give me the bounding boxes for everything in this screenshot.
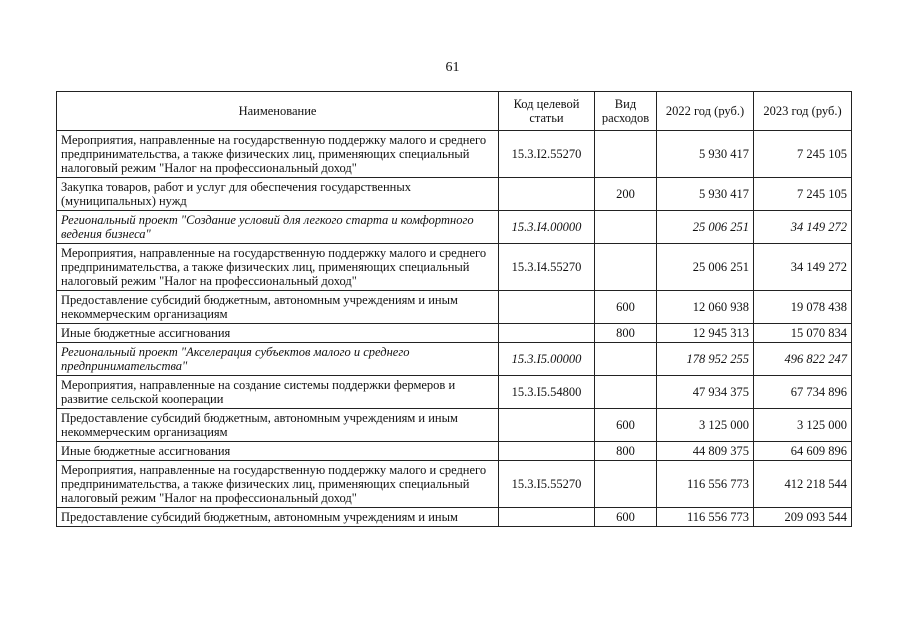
row-name-cell: Предоставление субсидий бюджетным, автономным учреждениям и иным некоммерческим организациям [57,409,499,442]
row-type-cell [595,211,657,244]
row-code-cell [499,508,595,527]
header-2022: 2022 год (руб.) [657,92,754,131]
row-name-cell: Мероприятия, направленные на государственную поддержку малого и среднего предпринимательства, а также физических лиц, применяющих специальный налоговый режим "Налог на профессиональный доход" [57,461,499,508]
row-2023-cell: 19 078 438 [754,291,852,324]
row-code-cell: 15.3.I5.00000 [499,343,595,376]
row-2022-cell: 178 952 255 [657,343,754,376]
table-row [57,508,852,527]
row-name-cell: Мероприятия, направленные на государственную поддержку малого и среднего предпринимательства, а также физических лиц, применяющих специальный налоговый режим "Налог на профессиональный доход" [57,131,499,178]
table-row [57,178,852,211]
row-2022-cell: 25 006 251 [657,211,754,244]
row-code-cell [499,291,595,324]
row-type-cell: 600 [595,409,657,442]
row-name-cell: Предоставление субсидий бюджетным, автономным учреждениям и иным [57,508,499,527]
row-type-cell: 600 [595,508,657,527]
row-2022-cell: 5 930 417 [657,178,754,211]
row-2023-cell: 412 218 544 [754,461,852,508]
row-2023-cell: 34 149 272 [754,211,852,244]
row-2022-cell: 47 934 375 [657,376,754,409]
row-2022-cell: 25 006 251 [657,244,754,291]
row-name-cell: Иные бюджетные ассигнования [57,324,499,343]
row-code-cell: 15.3.I5.55270 [499,461,595,508]
row-type-cell: 600 [595,291,657,324]
row-name-cell: Мероприятия, направленные на государственную поддержку малого и среднего предпринимательства, а также физических лиц, применяющих специальный налоговый режим "Налог на профессиональный доход" [57,244,499,291]
header-2023: 2023 год (руб.) [754,92,852,131]
row-type-cell: 800 [595,324,657,343]
row-2022-cell: 3 125 000 [657,409,754,442]
table-header-row [57,92,852,131]
header-code: Код целевой статьи [499,92,595,131]
row-2023-cell: 7 245 105 [754,131,852,178]
row-name-cell: Предоставление субсидий бюджетным, автономным учреждениям и иным некоммерческим организациям [57,291,499,324]
row-name-cell: Региональный проект "Акселерация субъектов малого и среднего предпринимательства" [57,343,499,376]
row-2022-cell: 116 556 773 [657,508,754,527]
table-row [57,343,852,376]
row-type-cell: 200 [595,178,657,211]
table-body [57,131,852,527]
row-name-cell: Иные бюджетные ассигнования [57,442,499,461]
table-row [57,442,852,461]
row-type-cell [595,343,657,376]
row-2022-cell: 44 809 375 [657,442,754,461]
row-2023-cell: 34 149 272 [754,244,852,291]
row-2022-cell: 5 930 417 [657,131,754,178]
table-row [57,291,852,324]
table-row [57,324,852,343]
table-row [57,461,852,508]
table-row [57,376,852,409]
row-name-cell: Региональный проект "Создание условий для легкого старта и комфортного ведения бизнеса" [57,211,499,244]
table-row [57,244,852,291]
table-row [57,409,852,442]
row-2022-cell: 12 060 938 [657,291,754,324]
row-name-cell: Закупка товаров, работ и услуг для обеспечения государственных (муниципальных) нужд [57,178,499,211]
row-code-cell: 15.3.I4.55270 [499,244,595,291]
page-number: 61 [445,60,460,75]
row-type-cell: 800 [595,442,657,461]
row-code-cell [499,442,595,461]
table-row [57,131,852,178]
row-type-cell [595,376,657,409]
row-2023-cell: 3 125 000 [754,409,852,442]
row-2023-cell: 209 093 544 [754,508,852,527]
row-2022-cell: 116 556 773 [657,461,754,508]
row-code-cell: 15.3.I2.55270 [499,131,595,178]
row-type-cell [595,244,657,291]
row-code-cell: 15.3.I5.54800 [499,376,595,409]
row-code-cell [499,324,595,343]
budget-table [56,91,852,527]
table-row [57,211,852,244]
header-name: Наименование [57,92,499,131]
row-code-cell [499,178,595,211]
row-2022-cell: 12 945 313 [657,324,754,343]
row-2023-cell: 64 609 896 [754,442,852,461]
header-type: Вид расходов [595,92,657,131]
row-code-cell: 15.3.I4.00000 [499,211,595,244]
row-type-cell [595,131,657,178]
row-code-cell [499,409,595,442]
row-2023-cell: 496 822 247 [754,343,852,376]
row-2023-cell: 7 245 105 [754,178,852,211]
row-2023-cell: 15 070 834 [754,324,852,343]
row-name-cell: Мероприятия, направленные на создание системы поддержки фермеров и развитие сельской кооперации [57,376,499,409]
row-type-cell [595,461,657,508]
row-2023-cell: 67 734 896 [754,376,852,409]
